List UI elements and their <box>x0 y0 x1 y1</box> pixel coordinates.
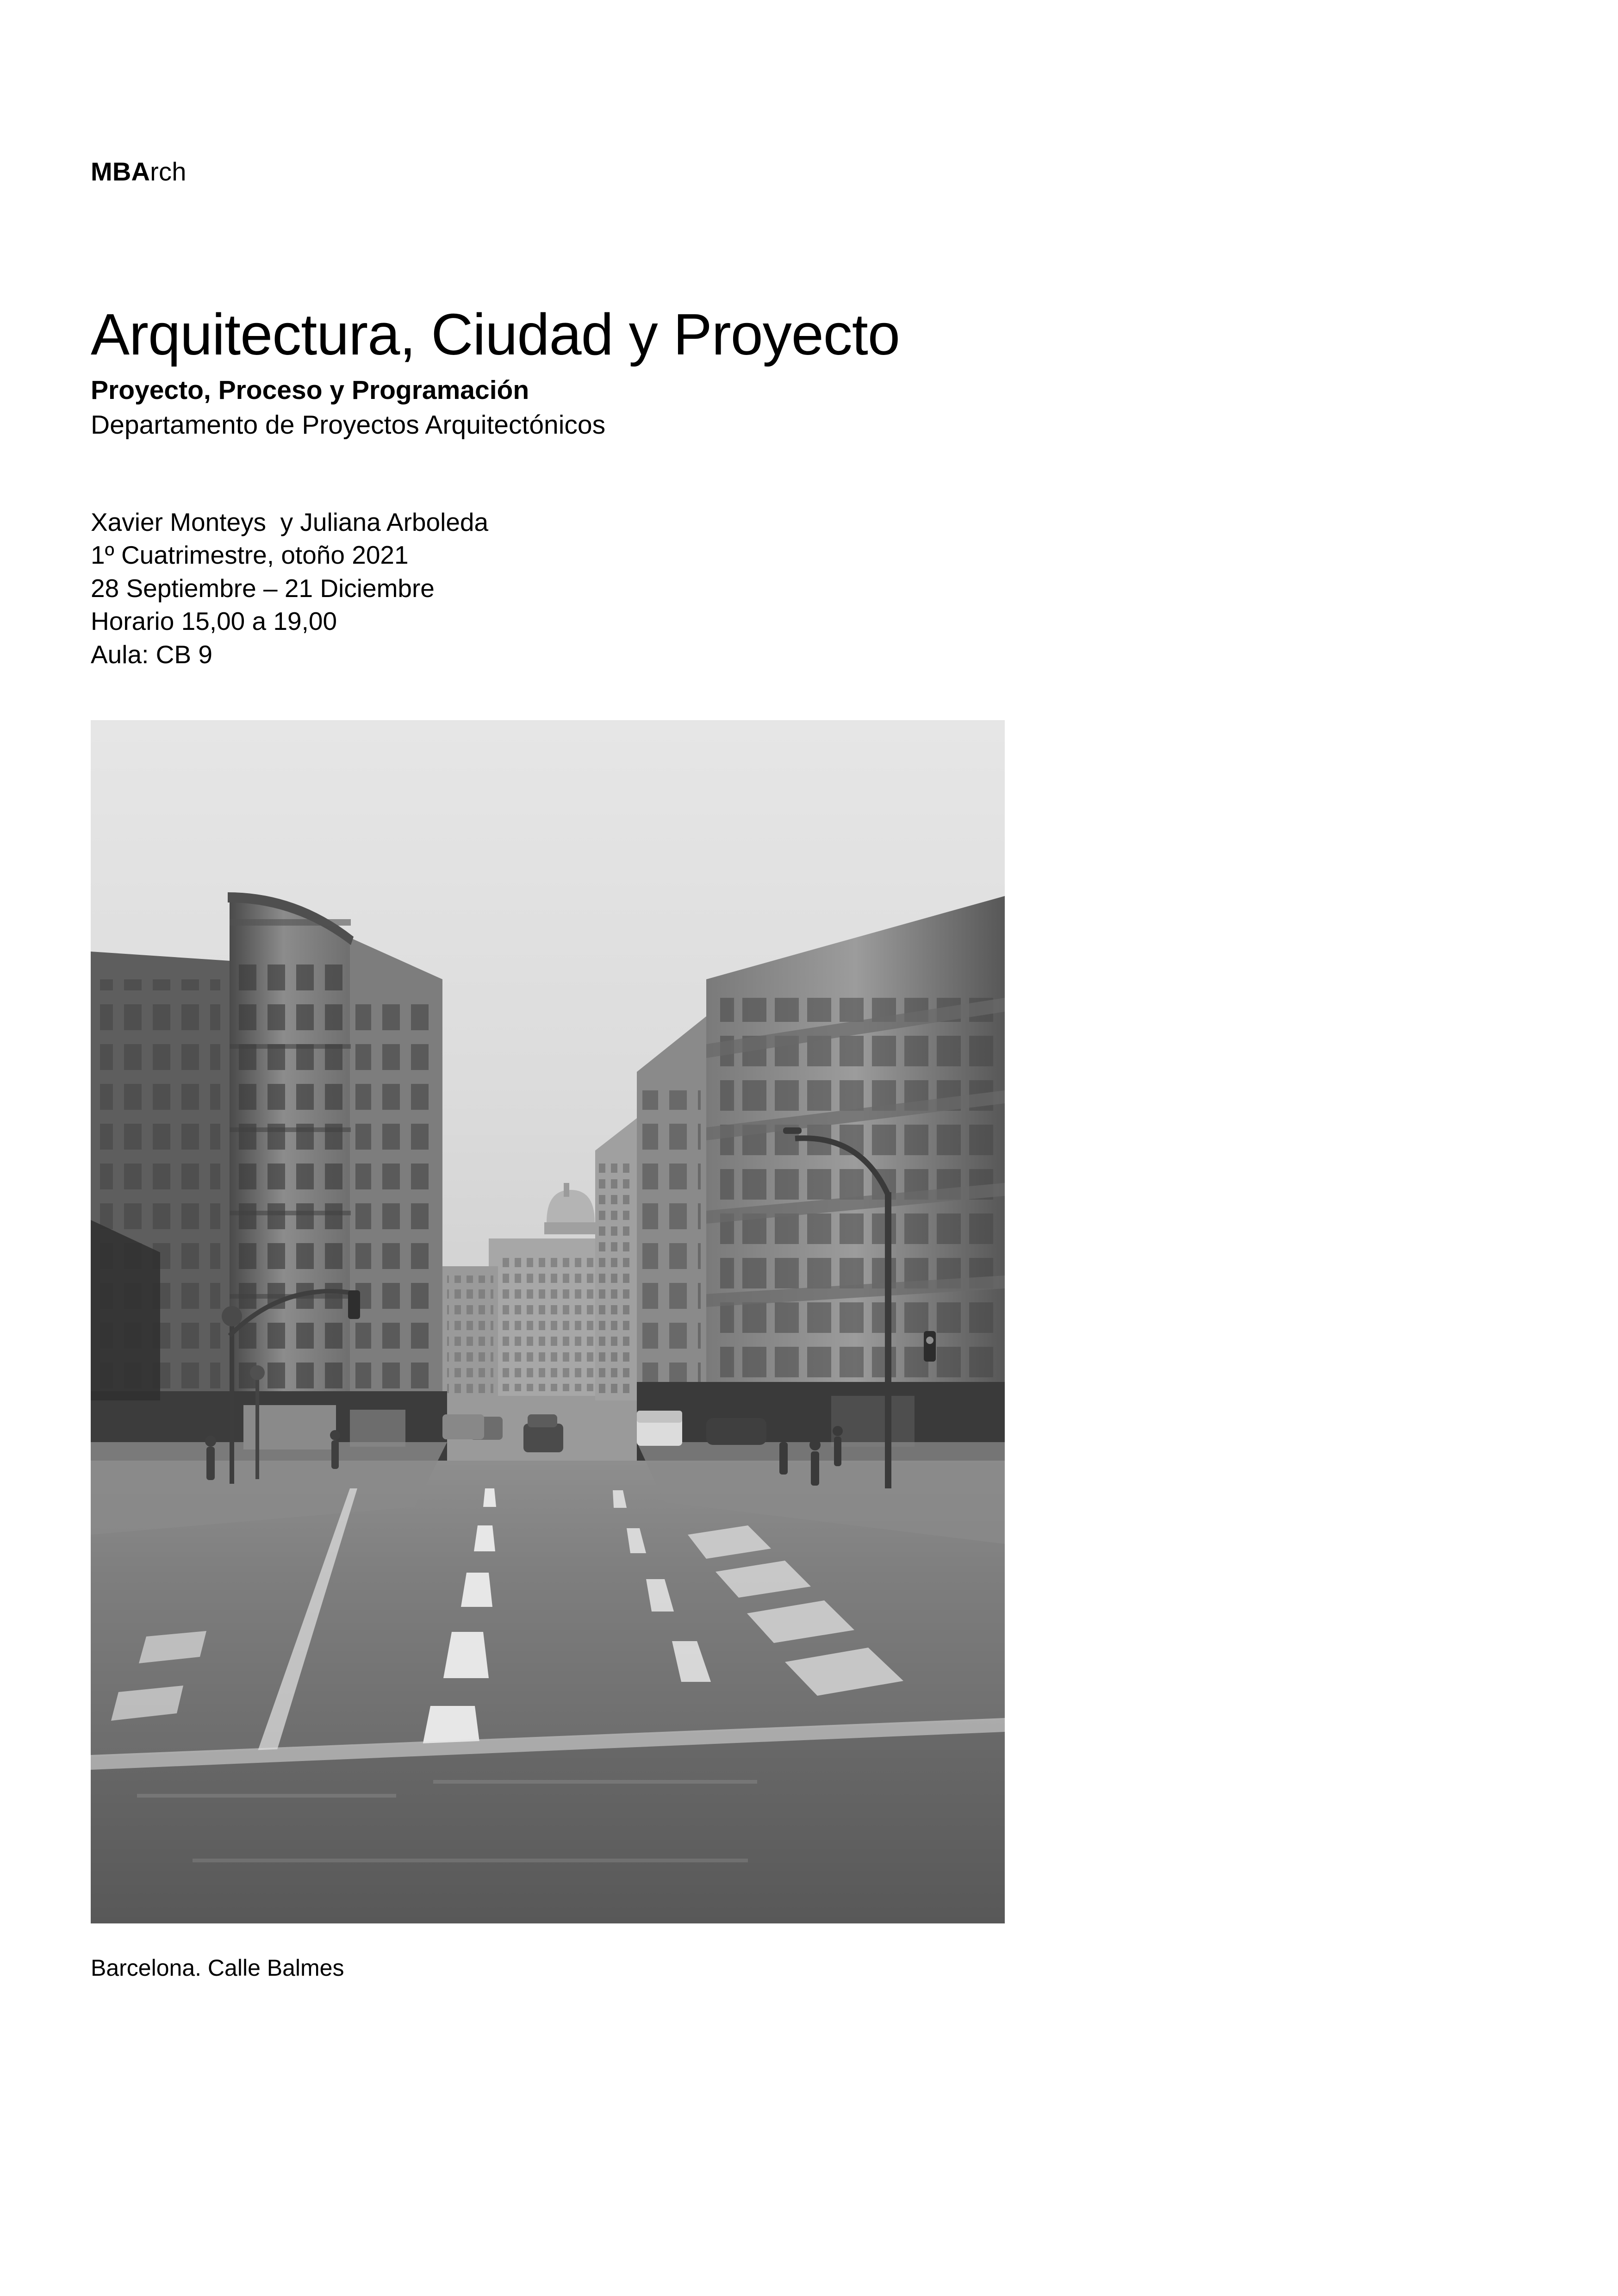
title-block <box>91 302 1525 442</box>
figure-caption: Barcelona. Calle Balmes <box>91 1955 344 1981</box>
meta-line-term: 1º Cuatrimestre, otoño 2021 <box>91 541 409 570</box>
course-meta <box>91 506 1525 672</box>
brand-suffix: rch <box>150 157 187 186</box>
brand-prefix: MBA <box>91 157 150 186</box>
document-content <box>91 157 1525 1983</box>
department-name: Departamento de Proyectos Arquitectónicos <box>91 410 606 440</box>
meta-line-schedule: Horario 15,00 a 19,00 <box>91 607 337 636</box>
meta-line-classroom: Aula: CB 9 <box>91 640 212 669</box>
page-subtitle: Proyecto, Proceso y Programación <box>91 375 529 405</box>
page-title: Arquitectura, Ciudad y Proyecto <box>91 301 900 367</box>
figure <box>91 720 1005 1983</box>
meta-line-dates: 28 Septiembre – 21 Diciembre <box>91 573 435 603</box>
meta-line-instructors: Xavier Monteys y Juliana Arboleda <box>91 507 489 536</box>
brand-mbarch <box>91 157 1525 186</box>
street-photo <box>91 720 1005 1923</box>
street-photo-graphic <box>91 720 1005 1923</box>
